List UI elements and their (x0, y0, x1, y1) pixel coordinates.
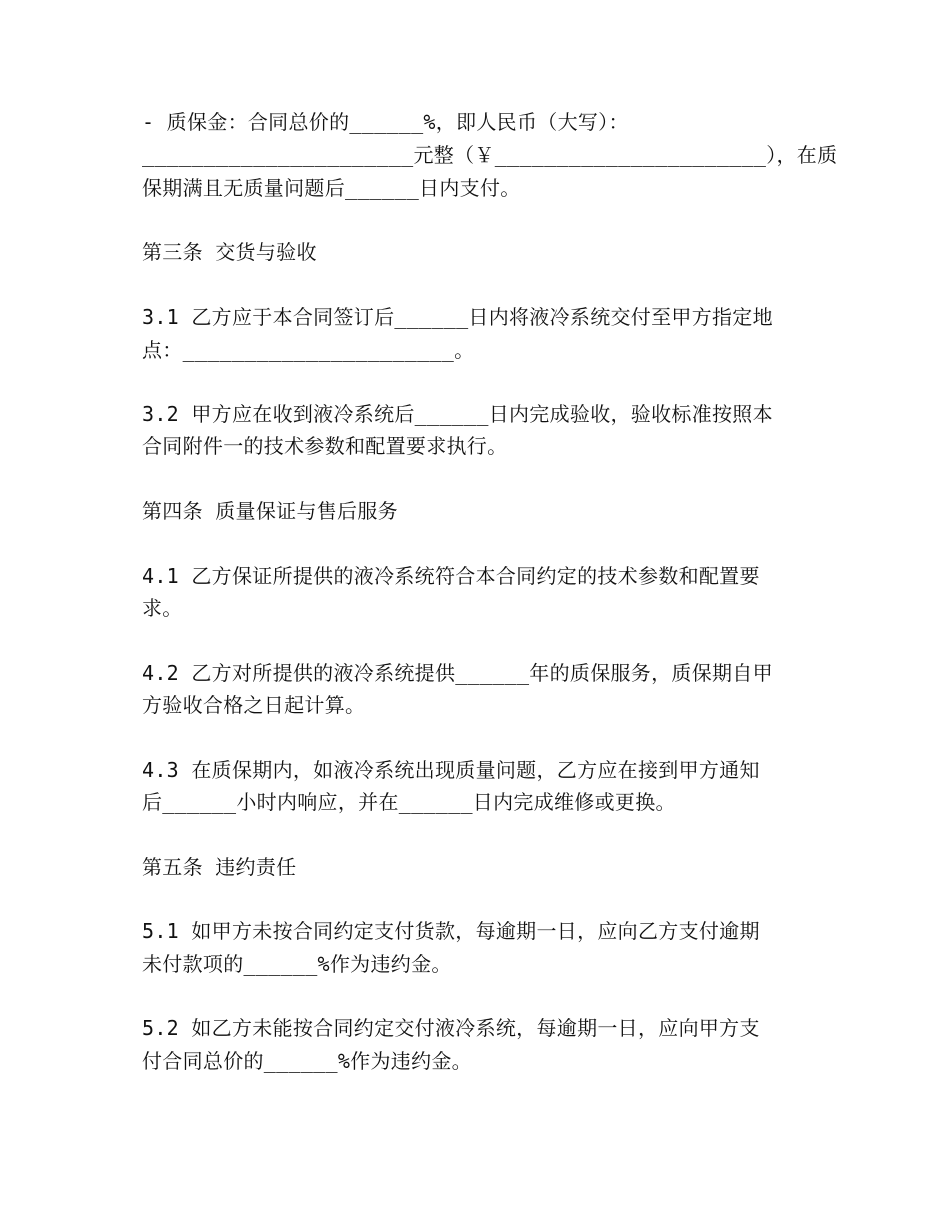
warranty-deposit-line-3: 保期满且无质量问题后______日内支付。 (142, 176, 521, 200)
clause-5-1-line-2: 未付款项的______%作为违约金。 (142, 952, 452, 976)
clause-4-2-line-1: 4.2 乙方对所提供的液冷系统提供______年的质保服务，质保期自甲 (142, 661, 773, 685)
clause-3-2-line-2: 合同附件一的技术参数和配置要求执行。 (142, 434, 508, 458)
clause-5-2-line-2: 付合同总价的______%作为违约金。 (142, 1049, 472, 1073)
article-4-heading: 第四条 质量保证与售后服务 (142, 499, 398, 523)
clause-4-3-line-2: 后______小时内响应，并在______日内完成维修或更换。 (142, 790, 676, 814)
article-5-heading: 第五条 违约责任 (142, 855, 297, 879)
clause-4-2-line-2: 方验收合格之日起计算。 (142, 693, 366, 717)
clause-3-2-line-1: 3.2 甲方应在收到液冷系统后______日内完成验收，验收标准按照本 (142, 402, 773, 426)
clause-3-1-line-2: 点：______________________。 (142, 338, 475, 362)
clause-4-1-line-2: 求。 (142, 596, 183, 620)
clause-5-2-line-1: 5.2 如乙方未能按合同约定交付液冷系统，每逾期一日，应向甲方支 (142, 1016, 760, 1040)
clause-4-3-line-1: 4.3 在质保期内，如液冷系统出现质量问题，乙方应在接到甲方通知 (142, 758, 760, 782)
article-3-heading: 第三条 交货与验收 (142, 240, 317, 264)
clause-3-1-line-1: 3.1 乙方应于本合同签订后______日内将液冷系统交付至甲方指定地 (142, 305, 773, 329)
warranty-deposit-line-2: ______________________元整（￥______________________），在质 (142, 143, 838, 167)
clause-4-1-line-1: 4.1 乙方保证所提供的液冷系统符合本合同约定的技术参数和配置要 (142, 564, 760, 588)
warranty-deposit-line-1: - 质保金：合同总价的______%，即人民币（大写）： (142, 110, 629, 134)
clause-5-1-line-1: 5.1 如甲方未按合同约定支付货款，每逾期一日，应向乙方支付逾期 (142, 919, 760, 943)
